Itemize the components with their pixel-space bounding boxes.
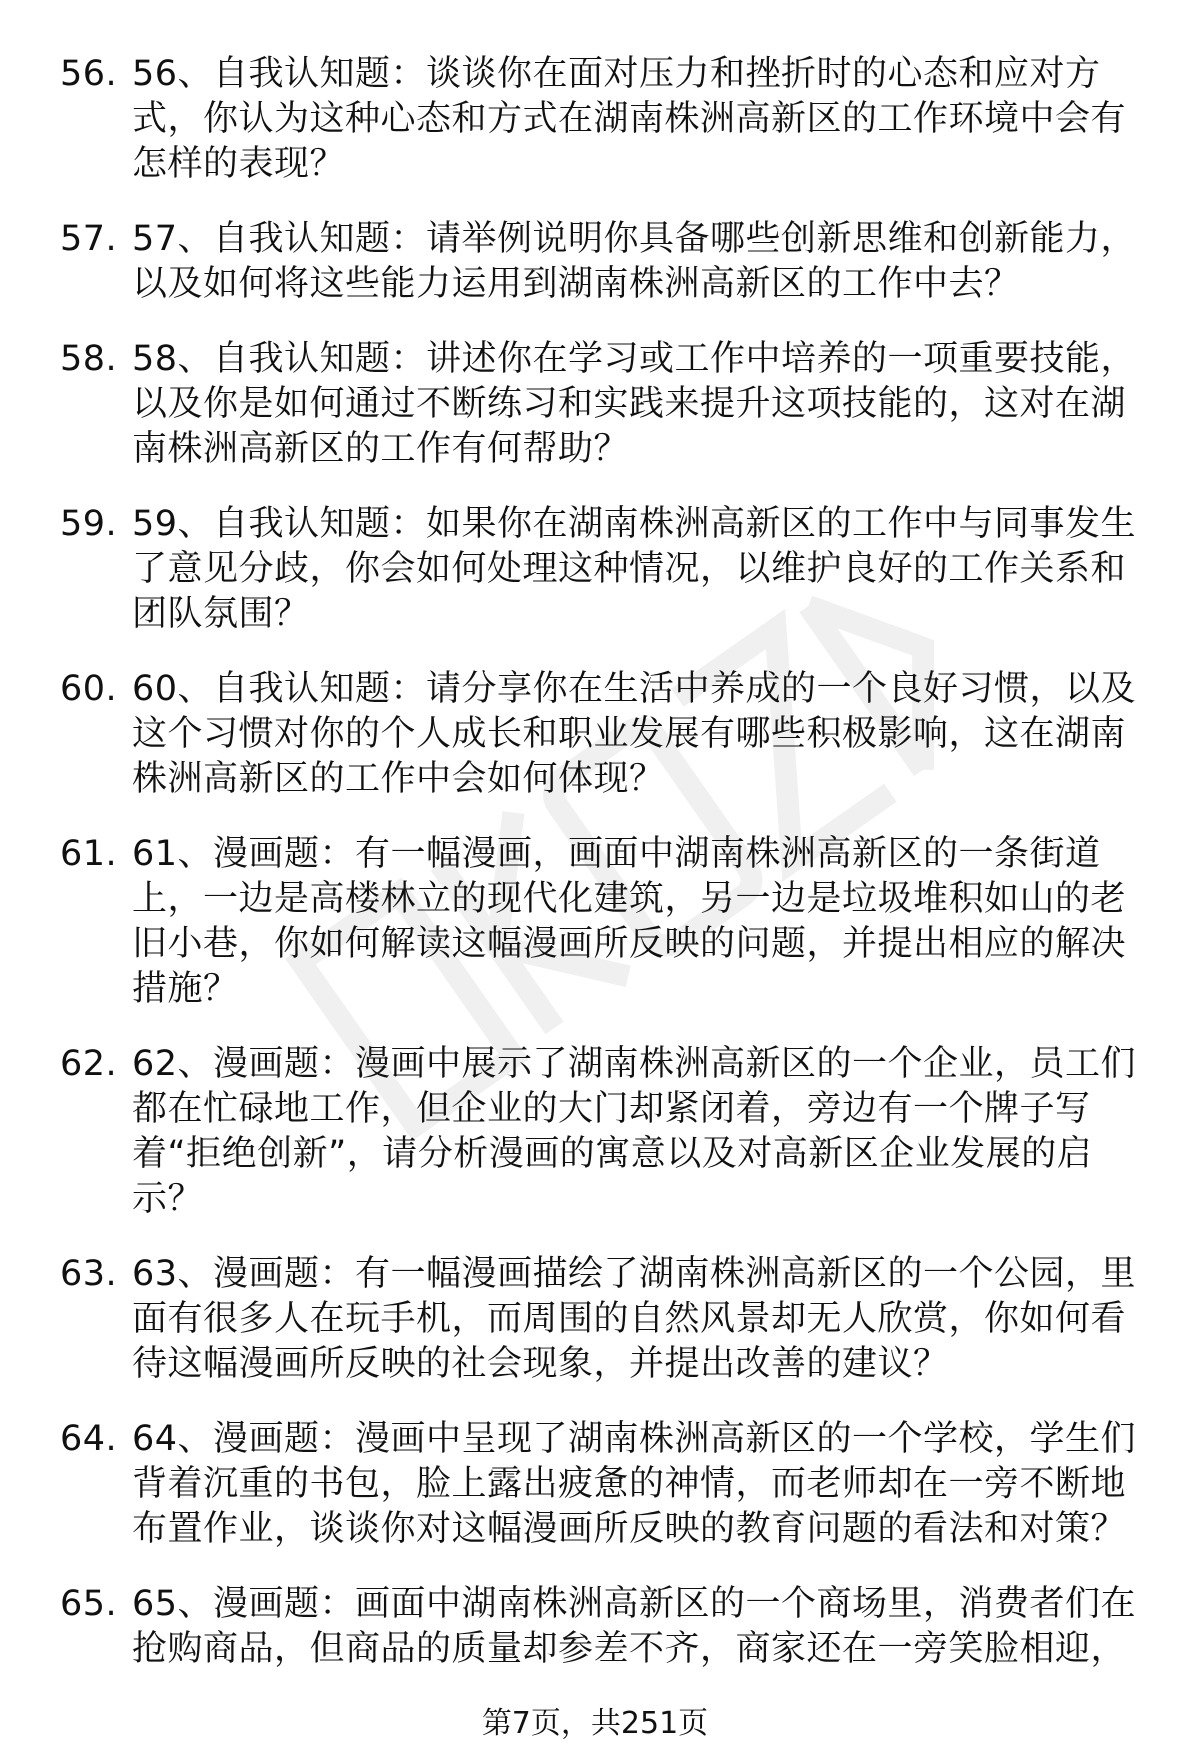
question-list — [60, 52, 1160, 1702]
question-text: 58、自我认知题：讲述你在学习或工作中培养的一项重要技能，以及你是如何通过不断练习和实践来提升这项技能的，这对在湖南株洲高新区的工作有何帮助？ — [132, 339, 1137, 469]
question-item-60 — [60, 667, 1160, 802]
question-number: 57. — [60, 219, 118, 259]
question-text: 57、自我认知题：请举例说明你具备哪些创新思维和创新能力，以及如何将这些能力运用到湖南株洲高新区的工作中去？ — [132, 219, 1137, 304]
question-number: 59. — [60, 504, 118, 544]
question-item-59 — [60, 502, 1160, 637]
question-number: 61. — [60, 834, 118, 874]
question-item-58 — [60, 337, 1160, 472]
question-item-62 — [60, 1042, 1160, 1222]
question-text: 64、漫画题：漫画中呈现了湖南株洲高新区的一个学校，学生们背着沉重的书包，脸上露出疲惫的神情，而老师却在一旁不断地布置作业，谈谈你对这幅漫画所反映的教育问题的看法和对策？ — [132, 1419, 1137, 1549]
question-number: 56. — [60, 54, 118, 94]
question-number: 64. — [60, 1419, 118, 1459]
question-item-63 — [60, 1252, 1160, 1387]
page-footer — [0, 1704, 1190, 1744]
question-item-64 — [60, 1417, 1160, 1552]
question-text: 63、漫画题：有一幅漫画描绘了湖南株洲高新区的一个公园，里面有很多人在玩手机，而周围的自然风景却无人欣赏，你如何看待这幅漫画所反映的社会现象，并提出改善的建议？ — [132, 1254, 1137, 1384]
question-item-65 — [60, 1582, 1160, 1672]
question-number: 58. — [60, 339, 118, 379]
question-text: 60、自我认知题：请分享你在生活中养成的一个良好习惯，以及这个习惯对你的个人成长和职业发展有哪些积极影响，这在湖南株洲高新区的工作中会如何体现？ — [132, 669, 1137, 799]
question-text: 59、自我认知题：如果你在湖南株洲高新区的工作中与同事发生了意见分歧，你会如何处理这种情况，以维护良好的工作关系和团队氛围？ — [132, 504, 1137, 634]
question-number: 62. — [60, 1044, 118, 1084]
question-item-56 — [60, 52, 1160, 187]
question-number: 65. — [60, 1584, 118, 1624]
question-text: 65、漫画题：画面中湖南株洲高新区的一个商场里，消费者们在抢购商品，但商品的质量却参差不齐，商家还在一旁笑脸相迎， — [132, 1584, 1137, 1669]
question-item-57 — [60, 217, 1160, 307]
question-text: 62、漫画题：漫画中展示了湖南株洲高新区的一个企业，员工们都在忙碌地工作，但企业的大门却紧闭着，旁边有一个牌子写着“拒绝创新”，请分析漫画的寓意以及对高新区企业发展的启示？ — [132, 1044, 1137, 1219]
question-number: 63. — [60, 1254, 118, 1294]
question-text: 56、自我认知题：谈谈你在面对压力和挫折时的心态和应对方式，你认为这种心态和方式在湖南株洲高新区的工作环境中会有怎样的表现？ — [132, 54, 1127, 184]
page-number-label: 第7页，共251页 — [481, 1706, 709, 1741]
question-item-61 — [60, 832, 1160, 1012]
question-text: 61、漫画题：有一幅漫画，画面中湖南株洲高新区的一条街道上，一边是高楼林立的现代化建筑，另一边是垃圾堆积如山的老旧小巷，你如何解读这幅漫画所反映的问题，并提出相应的解决措施？ — [132, 834, 1127, 1009]
question-number: 60. — [60, 669, 118, 709]
